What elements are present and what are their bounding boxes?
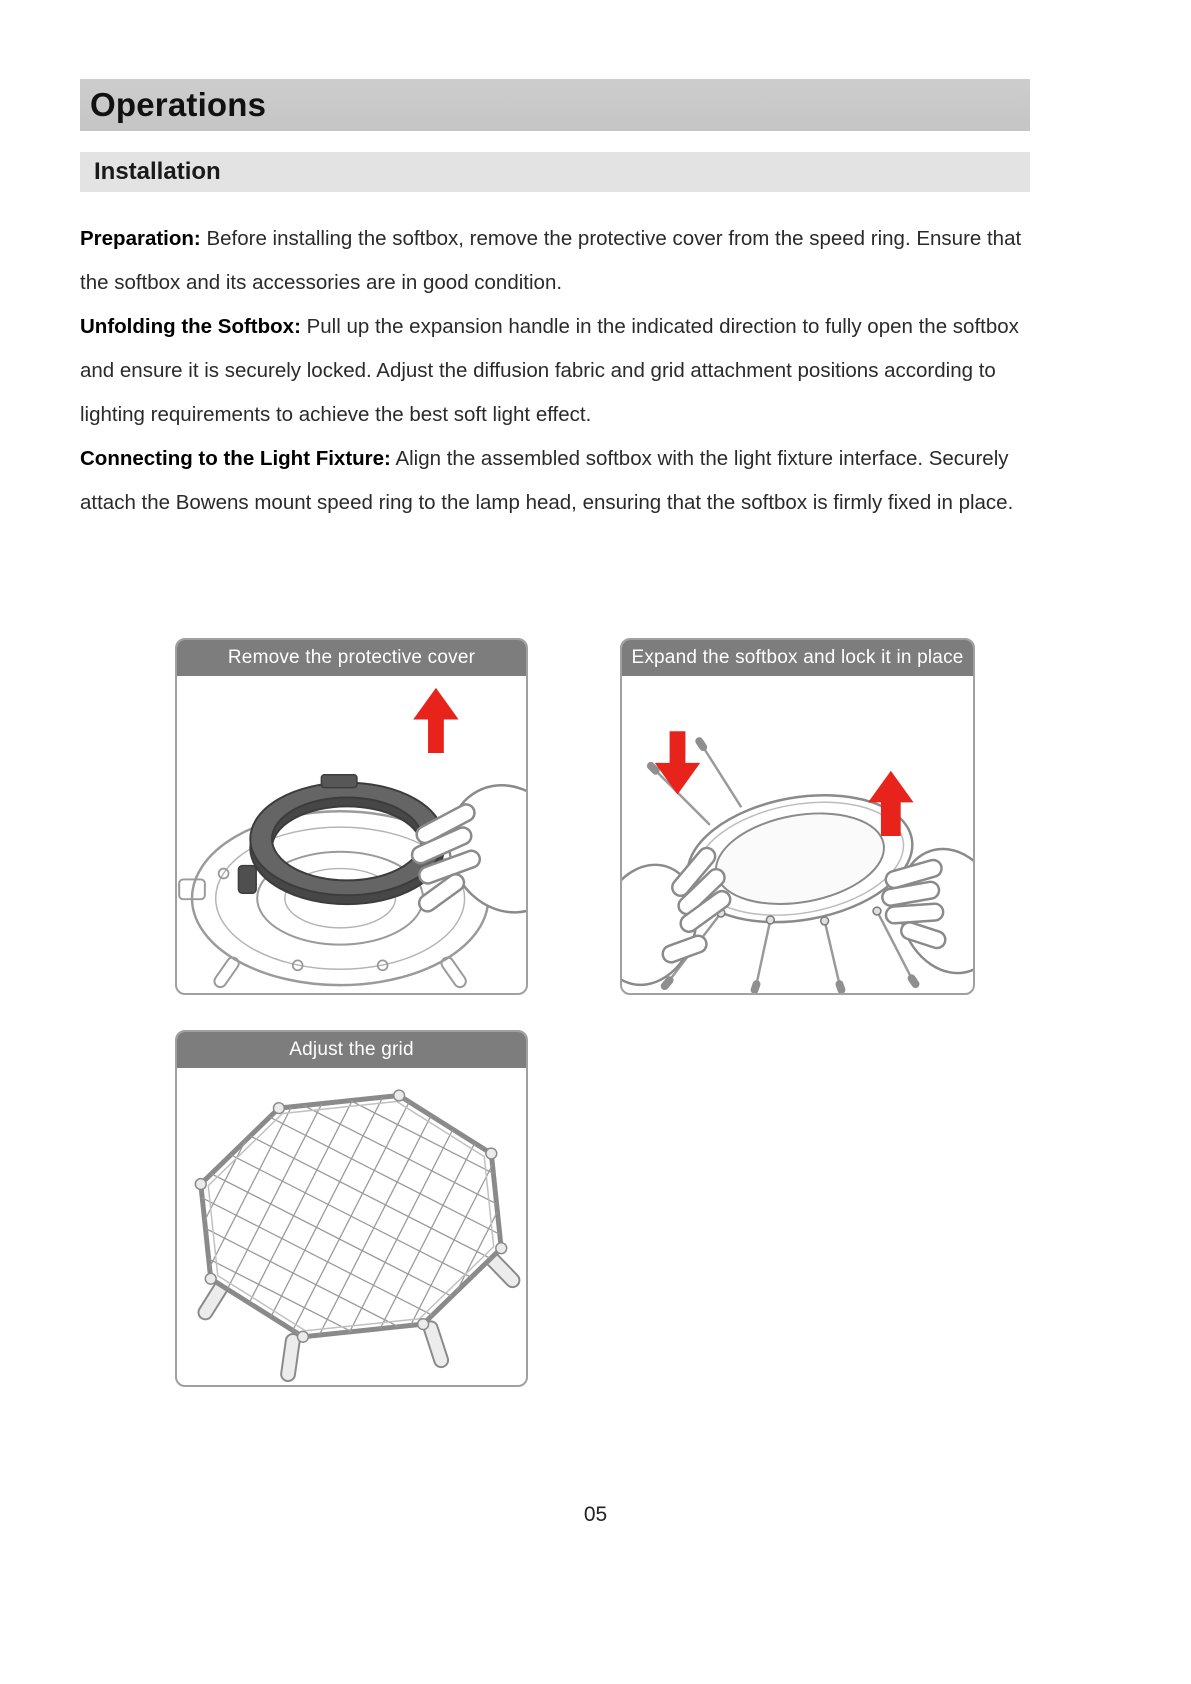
figure-caption: Expand the softbox and lock it in place: [622, 640, 973, 676]
paragraph-connecting: [80, 437, 1032, 525]
operations-title-bar: [80, 79, 1030, 131]
hand-icon: [409, 764, 526, 933]
section-title: Installation: [94, 158, 221, 185]
protective-cover: [238, 775, 443, 904]
instructions-text: [80, 217, 1032, 525]
paragraph-lead: Connecting to the Light Fixture:: [80, 447, 391, 470]
figure-caption: Adjust the grid: [177, 1032, 526, 1068]
page-number: 05: [583, 1503, 608, 1526]
figure-artwork: [622, 676, 973, 993]
paragraph-body: Align the assembled softbox with the light fixture interface. Securely attach the Bowens mount speed ring to the lamp head, ensuring that the softbox is firmly fixed in place.: [80, 447, 1014, 514]
figure-artwork: [177, 676, 526, 993]
figure-caption: Remove the protective cover: [177, 640, 526, 676]
paragraph-body: Pull up the expansion handle in the indicated direction to fully open the softbox and ensure it is securely locked. Adjust the diffusion fabric and grid attachment positions according to lighting requirements to achieve the best soft light effect.: [80, 315, 1019, 426]
figure-remove-cover: [175, 638, 528, 995]
paragraph-lead: Unfolding the Softbox:: [80, 315, 301, 338]
paragraph-preparation: [80, 217, 1032, 305]
paragraph-unfolding: [80, 305, 1032, 437]
adjust-grid-illustration: [177, 1068, 526, 1385]
page-title: Operations: [90, 86, 267, 123]
red-arrow-down-icon: [655, 731, 700, 794]
figure-artwork: [177, 1068, 526, 1385]
expand-softbox-illustration: [622, 676, 973, 993]
figure-adjust-grid: [175, 1030, 528, 1387]
paragraph-body: Before installing the softbox, remove the protective cover from the speed ring. Ensure that the softbox and its accessories are in good condition.: [80, 227, 1022, 294]
figure-expand-softbox: [620, 638, 975, 995]
remove-cover-illustration: [177, 676, 526, 993]
installation-section-bar: [80, 152, 1030, 192]
paragraph-lead: Preparation:: [80, 227, 201, 250]
red-arrow-up-icon: [413, 688, 458, 753]
